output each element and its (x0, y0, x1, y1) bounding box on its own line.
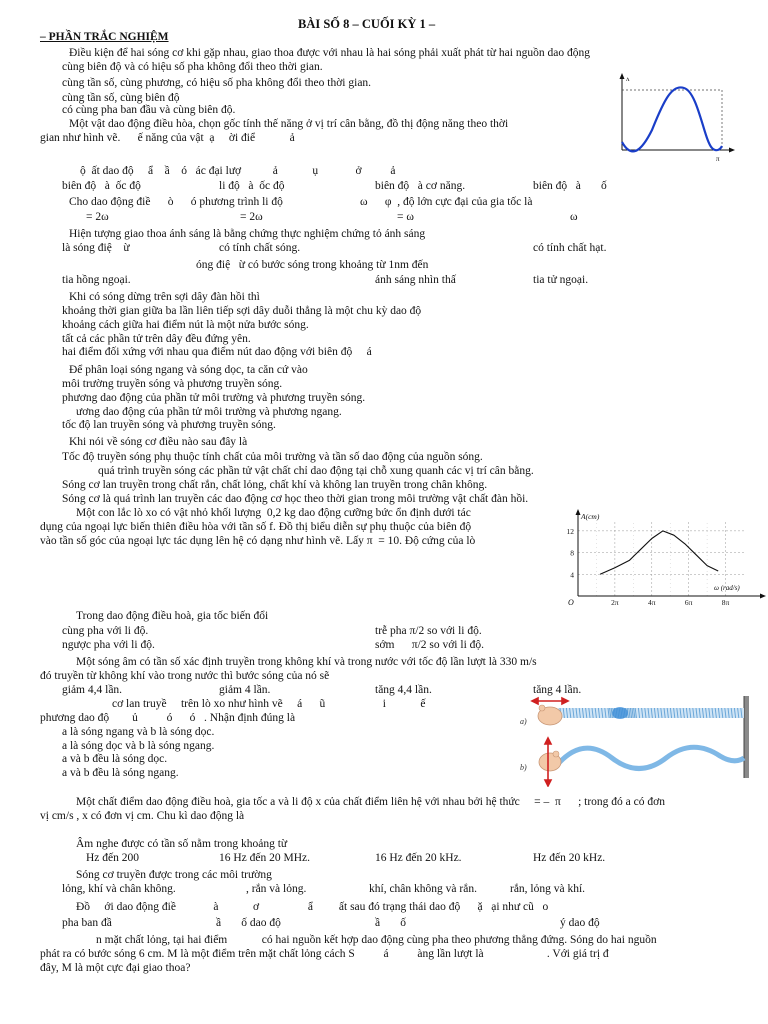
answer-d: Sóng cơ là quá trình lan truyền các dao động cơ học theo thời gian trong môi trường vật chất đàn hồi. (62, 493, 529, 505)
arrow-horizontal-icon (532, 698, 568, 704)
text-line: cùng biên độ và có hiệu số pha không đổi theo thời gian. (62, 61, 323, 73)
answer-a: là sóng điệ ừ (62, 242, 130, 254)
answer-b: có tính chất sóng. (219, 242, 301, 254)
text-line: Một con lắc lò xo có vật nhỏ khối lượng 0,2 kg dao động cưỡng bức ổn định dưới tác (76, 507, 471, 519)
text-line: Khi có sóng dừng trên sợi dây đàn hồi thì (69, 291, 260, 303)
x-tick-label: 2π (611, 598, 619, 607)
text-line: vị cm/s , x có đơn vị cm. Chu kì dao động là (40, 810, 245, 822)
answer-d: Hz đến 20 kHz. (533, 852, 606, 864)
answer-b: ánh sáng nhìn thấ (375, 274, 456, 286)
origin-label: O (568, 598, 574, 607)
x-axis-mark: π (716, 155, 720, 163)
y-tick-label: 12 (566, 526, 574, 536)
spring-wave-figure (516, 692, 754, 787)
answer-d: biên độ à ố (533, 180, 607, 192)
answer-b: quá trình truyền sóng các phần tử vật chất chỉ dao động tại chỗ xung quanh các vị trí cân bằng. (98, 465, 534, 477)
text-line: Một chất điểm dao động điều hoà, gia tốc a và li độ x của chất điểm liên hệ với nhau bởi hệ thức = – π ; trong đó a có đơn (76, 796, 665, 808)
answer-c: Sóng cơ lan truyền trong chất rắn, chất lỏng, chất khí và không lan truyền trong chân không. (62, 479, 488, 491)
answer-d: ý dao độ (560, 917, 600, 929)
text-line: phát ra có bước sóng 6 cm. M là một điểm trên mặt chất lỏng cách S á àng lần lượt là . Với giá trị đ (40, 948, 609, 960)
text-line: ω φ , độ lớn cực đại của gia tốc là (360, 196, 533, 208)
text-line: phương dao độ ủ ó ó . Nhận định đúng là (40, 712, 296, 724)
answer-b: , rắn và lỏng. (246, 883, 307, 895)
answer-d: a và b đều là sóng ngang. (62, 767, 179, 779)
x-axis-arrow (760, 594, 766, 599)
text-line: Đồ ới dao động điề à ơ ẩ ất sau đó trạng thái dao độ ặ ại như cũ o (76, 901, 549, 913)
text-line: vào tần số góc của ngoại lực tác dụng lên hệ có dạng như hình vẽ. Lấy π = 10. Độ cứng của lò (40, 535, 476, 547)
answer-a: lỏng, khí và chân không. (62, 883, 176, 895)
answer-c: ương dao động của phần tử môi trường và phương ngang. (76, 406, 342, 418)
text-line: Trong dao động điều hoà, gia tốc biến đổi (76, 610, 269, 622)
text-line: cùng tần số, cùng biên độ (62, 92, 180, 104)
answer-b: giảm 4 lần. (219, 684, 271, 696)
text-line: Khi nói về sóng cơ điều nào sau đây là (69, 436, 248, 448)
y-axis-mark: ʌ (626, 75, 630, 83)
answer-d: tốc độ lan truyền sóng và phương truyền sóng. (62, 419, 276, 431)
answer-b: phương dao động của phần tử môi trường và phương truyền sóng. (62, 392, 366, 404)
answer-b: 16 Hz đến 20 MHz. (219, 852, 311, 864)
text-line: có cùng pha ban đầu và cùng biên độ. (62, 104, 236, 116)
x-axis-label: ω (rad/s) (714, 584, 740, 592)
text-line: gian như hình vẽ. ế năng của vật ạ ời điể ả (40, 132, 295, 144)
answer-c: tất cả các phần tử trên dây đều đứng yên. (62, 333, 251, 345)
answer-b: li độ à ốc độ (219, 180, 285, 192)
resonance-chart (548, 508, 768, 608)
section-title: – PHẦN TRẮC NGHIỆM (40, 31, 169, 43)
text-line: óng điệ ừ có bước sóng trong khoảng từ 1nm đến (196, 259, 429, 271)
text-line: đó truyền từ không khí vào trong nước thì bước sóng của nó sẽ (40, 670, 330, 682)
answer-a: giảm 4,4 lần. (62, 684, 123, 696)
answer-a: môi trường truyền sóng và phương truyền sóng. (62, 378, 283, 390)
answer-d: hai điểm đối xứng với nhau qua điểm nút dao động với biên độ á (62, 346, 372, 358)
y-tick-label: 8 (570, 548, 574, 558)
text-line: Âm nghe được có tần số nằm trong khoảng từ (76, 838, 288, 850)
page-title: BÀI SỐ 8 – CUỐI KỲ 1 – (298, 17, 436, 31)
spring-a (558, 707, 744, 719)
answer-d: sớm π/2 so với li độ. (375, 639, 485, 651)
text-line: cơ lan truyề trên lò xo như hình vẽ á ũ i ế (112, 698, 426, 710)
answer-c: có tính chất hạt. (533, 242, 607, 254)
text-line: cùng tần số, cùng phương, có hiệu số pha không đổi theo thời gian. (62, 77, 372, 89)
answer-c: tia tử ngoại. (533, 274, 589, 286)
text-line: n mặt chất lỏng, tại hai điểm có hai nguồn kết hợp dao động cùng pha theo phương thẳng đứng. Sóng do hai nguồn (96, 934, 657, 946)
hand-a-knuckle (539, 705, 545, 711)
x-tick-label: 6π (684, 598, 693, 607)
kinetic-energy-graph (612, 70, 737, 165)
answer-b: ầ ố dao độ (216, 917, 281, 929)
x-axis-arrow (729, 148, 735, 153)
answer-a: Hz đến 200 (86, 852, 140, 864)
y-axis-arrow (620, 73, 625, 79)
answer-a: = 2ω (86, 211, 109, 223)
y-axis-arrow (576, 509, 581, 515)
answer-b: = 2ω (240, 211, 263, 223)
answer-c: tăng 4,4 lần. (375, 684, 432, 696)
text-line: đây, M là một cực đại giao thoa? (40, 962, 191, 974)
x-tick-label: 8π (721, 598, 730, 607)
text-line: Điều kiện để hai sóng cơ khi gặp nhau, giao thoa được với nhau là hai sóng phải xuất phát từ hai nguồn dao động (69, 47, 590, 59)
answer-d: rắn, lỏng và khí. (510, 883, 586, 895)
text-line: Sóng cơ truyền được trong các môi trường (76, 869, 272, 881)
answer-a: biên độ à ốc độ (62, 180, 141, 192)
answer-a: pha ban đầ (62, 917, 112, 929)
compression-zone (612, 707, 628, 719)
text-line: ộ ất dao độ ẩ ầ ó ác đại lượ ả ụ ở ả (80, 165, 396, 177)
answer-c: = ω (397, 211, 414, 223)
text-line: Hiện tượng giao thoa ánh sáng là bằng chứng thực nghiệm chứng tỏ ánh sáng (69, 228, 426, 240)
label-b: b) (520, 763, 527, 772)
answer-b: trễ pha π/2 so với li độ. (375, 625, 482, 637)
answer-a: a là sóng ngang và b là sóng dọc. (62, 726, 215, 738)
hand-b-icon (539, 751, 561, 771)
kinetic-energy-curve (622, 87, 722, 151)
y-axis-label: A(cm) (581, 512, 600, 521)
text-line: Để phân loại sóng ngang và sóng dọc, ta căn cứ vào (69, 364, 308, 376)
answer-a: cùng pha với li độ. (62, 625, 149, 637)
x-tick-label: 4π (648, 598, 656, 607)
answer-c: ngược pha với li độ. (62, 639, 155, 651)
label-a: a) (520, 717, 527, 726)
answer-c: ầ ố (375, 917, 406, 929)
wall (744, 696, 749, 778)
text-line: Cho dao động điề ò ó phương trình li độ (69, 196, 283, 208)
answer-b: khoảng cách giữa hai điểm nút là một nửa bước sóng. (62, 319, 309, 331)
answer-c: khí, chân không và rắn. (369, 883, 477, 895)
answer-c: a và b đều là sóng dọc. (62, 753, 168, 765)
answer-c: biên độ à cơ năng. (375, 180, 466, 192)
answer-a: tia hồng ngoại. (62, 274, 131, 286)
answer-c: 16 Hz đến 20 kHz. (375, 852, 462, 864)
text-line: Một sóng âm có tần số xác định truyền trong không khí và trong nước với tốc độ lần lượt là 330 m/s (76, 656, 537, 668)
text-line: dụng của ngoại lực biến thiên điều hòa với tần số f. Đồ thị biểu diễn sự phụ thuộc của biên độ (40, 521, 472, 533)
answer-d: tăng 4 lần. (533, 684, 582, 696)
answer-a: khoảng thời gian giữa ba lần liên tiếp sợi dây duỗi thẳng là một chu kỳ dao độ (62, 305, 422, 317)
spring-b-wave (558, 747, 744, 768)
hand-b-finger (553, 751, 559, 757)
answer-a: Tốc độ truyền sóng phụ thuộc tính chất của môi trường và tần số dao động của nguồn sóng. (62, 451, 483, 463)
answer-b: a là sóng dọc và b là sóng ngang. (62, 740, 215, 752)
y-tick-label: 4 (570, 570, 574, 580)
text-line: Một vật dao động điều hòa, chọn gốc tính thế năng ở vị trí cân bằng, đồ thị động năng theo thời (69, 118, 509, 130)
answer-d: ω (570, 211, 578, 223)
